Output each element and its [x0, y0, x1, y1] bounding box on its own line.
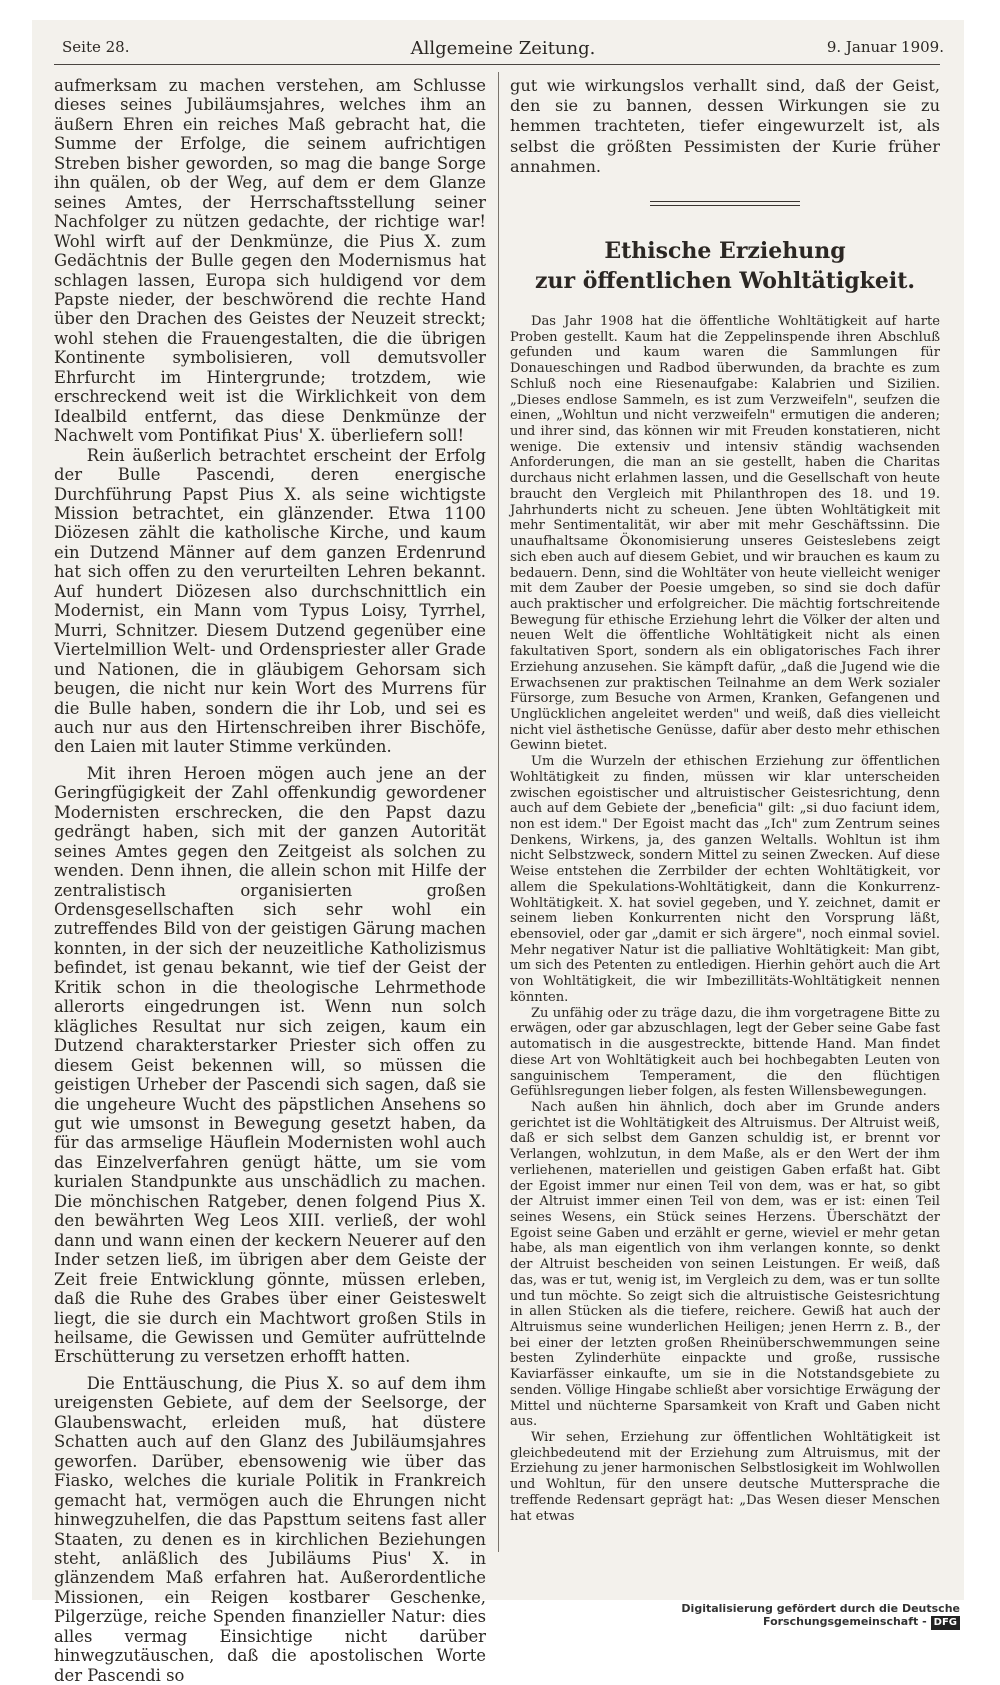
article-paragraph: Wir sehen, Erziehung zur öffentlichen Wohltätigkeit ist gleichbedeutend mit der Erziehung zum Altruismus, mit der Erziehung zu jener harmonischen Selbstlosigkeit im Wohlwollen und Wohltun, für den unsere deutsche Muttersprache die treffende Redensart geprägt hat: „Das Wesen dieser Menschen hat etwas [510, 1430, 940, 1524]
article-paragraph: Um die Wurzeln der ethischen Erziehung zur öffentlichen Wohltätigkeit zu finden, müssen wir klar unterscheiden zwischen egoistischer und altruistischer Geistesrichtung, denn auch auf dem Gebiete der „beneficia" gilt: „si duo faciunt idem, non est idem." Der Egoist macht das „Ich" zum Zentrum seines Denkens, Wirkens, ja, des ganzen Weltalls. Wohltun ist ihm nicht Selbstzweck, sondern Mittel zu seinen Zwecken. Auf diese Weise entstehen die Zerrbilder der echten Wohltätigkeit, vor allem die Spekulations-Wohltätigkeit, dann die Konkurrenz-Wohltätigkeit. X. hat soviel gegeben, und Y. zeichnet, damit er seinem lieben Konkurrenten nicht den Vorsprung läßt, ebensoviel, oder gar „damit er sich ärgere", noch einmal soviel. Mehr negativer Natur ist die palliative Wohltätigkeit: Man gibt, um sich des Petenten zu entledigen. Hierhin gehört auch die Art von Wohltätigkeit, die wir Imbezillitäts-Wohltätigkeit nennen könnten. [510, 754, 940, 1005]
article-continuation: gut wie wirkungslos verhallt sind, daß der Geist, den sie zu bannen, dessen Wirkungen sie zu hemmen trachteten, tiefer eingewurzelt ist, als selbst die größten Pessimisten der Kurie früher annahmen. [510, 76, 940, 176]
left-column [54, 76, 486, 1685]
article-paragraph: Mit ihren Heroen mögen auch jene an der Geringfügigkeit der Zahl offenkundig gewordener Modernisten erschrecken, die den Papst dazu gedrängt haben, sich mit der ganzen Autorität seines Amtes gegen den Zeitgeist als solchen zu wenden. Denn ihnen, die allein schon mit Hilfe der zentralistisch organisierten großen Ordensgesellschaften sich sehr wohl ein zutreffendes Bild von der geistigen Gärung machen konnten, in der sich der neuzeitliche Katholizismus befindet, ist genau bekannt, wie tief der Geist der Kritik schon in die theologische Lehrmethode allerorts eingedrungen ist. Wenn nun solch klägliches Resultat nur sich zeigen, kaum ein Dutzend charakterstarker Priester sich offen zu diesem Geist bekennen will, so müssen die geistigen Urheber der Pascendi sich sagen, daß sie die ungeheure Wucht des päpstlichen Ansehens so gut wie umsonst in Bewegung gesetzt haben, da für das armselige Häuflein Modernisten wohl auch das Einzelverfahren genügt hätte, um sie vom kurialen Standpunkte aus unschädlich zu machen. Die mönchischen Ratgeber, denen folgend Pius X. den bewährten Weg Leos XIII. verließ, der wohl dann und wann einen der keckern Neuerer auf den Inder setzen ließ, im übrigen aber dem Geiste der Zeit freie Entwicklung gönnte, müssen erleben, daß die Ruhe des Grabes über einer Geisteswelt liegt, die sie durch ein Machtwort großen Stils in heilsame, die Gewissen und Gemüter aufrüttelnde Erschütterung zu versetzen erhofft hatten. [54, 763, 486, 1367]
article-paragraph: Zu unfähig oder zu träge dazu, die ihm vorgetragene Bitte zu erwägen, oder gar abzuschlagen, legt der Geber seine Gabe fast automatisch in die ausgestreckte, bittende Hand. Man findet diese Art von Wohltätigkeit auch bei hochbegabten Leuten von sanguinischem Temperament, die den flüchtigen Gefühlsregungen lieber folgen, als festen Willensbewegungen. [510, 1005, 940, 1100]
article-body [510, 314, 940, 1524]
right-column [510, 76, 940, 1524]
article-title-line: Ethische Erziehung [604, 238, 846, 265]
section-divider [650, 201, 800, 206]
article-paragraph: Rein äußerlich betrachtet erscheint der Erfolg der Bulle Pascendi, deren energische Durchführung Papst Pius X. als seine wichtigste Mission betrachtet, ein glänzender. Etwa 1100 Diözesen zählt die katholische Kirche, und kaum ein Dutzend Männer auf dem ganzen Erdenrund hat sich offen zu den verurteilten Lehren bekannt. Auf hundert Diözesen also durchschnittlich ein Modernist, ein Mann vom Typus Loisy, Tyrrhel, Murri, Schnitzer. Diesem Dutzend gegenüber eine Viertelmillion Welt- und Ordenspriester aller Grade und Nationen, die in gläubigem Gehorsam sich beugen, die nicht nur kein Wort des Murrens für die Bulle haben, sondern die ihr Lob, und sei es auch nur aus den Hirtenschreiben ihrer Bischöfe, den Laien mit lauter Stimme verkünden. [54, 445, 486, 757]
article-title [510, 236, 940, 296]
issue-date: 9. Januar 1909. [826, 38, 944, 56]
page-number: Seite 28. [62, 38, 130, 56]
dfg-logo: DFG [931, 1616, 960, 1630]
article-paragraph: Nach außen hin ähnlich, doch aber im Grunde anders gerichtet ist die Wohltätigkeit des Altruismus. Der Altruist weiß, daß er sich selbst dem Ganzen schuldig ist, er brennt vor Verlangen, wohlzutun, in dem Maße, als er den Wert der ihm verliehenen, materiellen und geistigen Gaben erfaßt hat. Gibt der Egoist immer nur einen Teil von dem, was er hat, so gibt der Altruist immer einen Teil von dem, was er ist: einen Teil seines Wesens, ein Stück seines Herzens. Überschätzt der Egoist seine Gaben und erzählt er gerne, wieviel er mehr getan habe, als man eigentlich von ihm verlangen konnte, so denkt der Altruist bescheiden von seinen Leistungen. Er weiß, daß das, was er tut, wenig ist, im Vergleich zu dem, was er tun sollte und tun möchte. So zeigt sich die altruistische Geistesrichtung in allen Stücken als die tiefere, reichere. Gewiß hat auch der Altruismus seine wunderlichen Heiligen; jenen Herrn z. B., der bei einer der letzten großen Rheinüberschwemmungen seine besten Zylinderhüte einpackte und große, russische Kaviarfässer einkaufte, um sie in die Notstandsgebiete zu senden. Völlige Hingabe schließt aber vorsichtige Erwägung der Mittel und nüchterne Sparsamkeit von Kraft und Gaben nicht aus. [510, 1099, 940, 1430]
header-rule [54, 64, 940, 65]
article-paragraph: Das Jahr 1908 hat die öffentliche Wohltätigkeit auf harte Proben gestellt. Kaum hat die Zeppelinspende ihren Abschluß gefunden und kaum waren die Sammlungen für Donaueschingen und Radbod überwunden, da brachte es zum Schluß noch eine Riesenaufgabe: Kalabrien und Sizilien. „Dieses endlose Sammeln, es ist zum Verzweifeln", seufzen die einen, „Wohltun und nicht verzweifeln" ermutigen die anderen; und ihrer sind, das können wir mit Freuden konstatieren, nicht wenige. Die extensiv und intensiv ständig wachsenden Anforderungen, die man an sie gestellt, haben die Charitas durchaus nicht erlahmen lassen, und die Gesellschaft von heute braucht den Vergleich mit Philanthropen des 18. und 19. Jahrhunderts nicht zu scheuen. Jene übten Wohltätigkeit mit mehr Sentimentalität, wir aber mit mehr Geschäftssinn. Die unaufhaltsame Ökonomisierung unseres Geisteslebens zeigt sich eben auch auf diesem Gebiet, und wir brauchen es kaum zu bedauern. Denn, sind die Wohltäter von heute vielleicht weniger mit dem Zauber der Poesie umgeben, so sind sie doch dafür auch praktischer und erfolgreicher. Die mächtig fortschreitende Bewegung für ethische Erziehung lehrt die Völker der alten und neuen Welt die öffentliche Wohltätigkeit nicht als einen fakultativen Sport, sondern als ein obligatorisches Fach ihrer Erziehung anzusehen. Sie kämpft dafür, „daß die Jugend wie die Erwachsenen zur praktischen Teilnahme an dem Werk sozialer Fürsorge, zum Besuche von Armen, Kranken, Gefangenen und Unglücklichen angeleitet werden" und weiß, daß dies vielleicht nicht viel ästhetische Genüsse, dafür aber desto mehr ethischen Gewinn bietet. [510, 314, 940, 754]
page-header [54, 38, 952, 62]
article-paragraph: Die Enttäuschung, die Pius X. so auf dem ihm ureigensten Gebiete, auf dem der Seelsorge, der Glaubenswacht, erleiden muß, hat düstere Schatten auch auf den Glanz des Jubiläumsjahres geworfen. Darüber, ebensowenig wie über das Fiasko, welches die kuriale Politik in Frankreich gemacht hat, vermögen auch die Ehrungen nicht hinwegzuhelfen, die das Papsttum seitens fast aller Staaten, zu denen es in kirchlichen Beziehungen steht, anläßlich des Jubiläums Pius' X. in glänzendem Maß erfahren hat. Außerordentliche Missionen, ein Reigen kostbarer Geschenke, Pilgerzüge, reiche Spenden finanzieller Natur: dies alles vermag Einsichtige nicht darüber hinwegzutäuschen, daß die apostolischen Worte der Pascendi so [54, 1373, 486, 1685]
article-title-line: zur öffentlichen Wohltätigkeit. [534, 268, 916, 295]
masthead: Allgemeine Zeitung. [410, 38, 596, 59]
column-divider [498, 72, 499, 1552]
article-paragraph: aufmerksam zu machen verstehen, am Schlusse dieses seines Jubiläumsjahres, welches ihm an äußern Ehren ein reiches Maß gebracht hat, die Summe der Erfolge, die seinem aufrichtigen Streben bisher geworden, so mag die bange Sorge ihn quälen, ob der Weg, auf dem er dem Glanze seines Amtes, der Herrschaftsstellung seiner Nachfolger zu nützen gedachte, der richtige war! Wohl wirft auf der Denkmünze, die Pius X. zum Gedächtnis der Bulle gegen den Modernismus hat schlagen lassen, Europa sich huldigend vor dem Papste nieder, der beschwörend die rechte Hand über den Drachen des Geistes der Neuzeit streckt; wohl stehen die Frauengestalten, die die übrigen Kontinente symbolisieren, voll demutsvoller Ehrfurcht im Hintergrunde; trotzdem, wie erschreckend weit ist die Wirklichkeit von dem Idealbild entfernt, das diese Denkmünze der Nachwelt vom Pontifikat Pius' X. überliefern soll! [54, 76, 486, 446]
credit-text: Digitalisierung gefördert durch die Deutsche Forschungsgemeinschaft - [681, 1602, 960, 1628]
digitization-credit [600, 1602, 960, 1628]
